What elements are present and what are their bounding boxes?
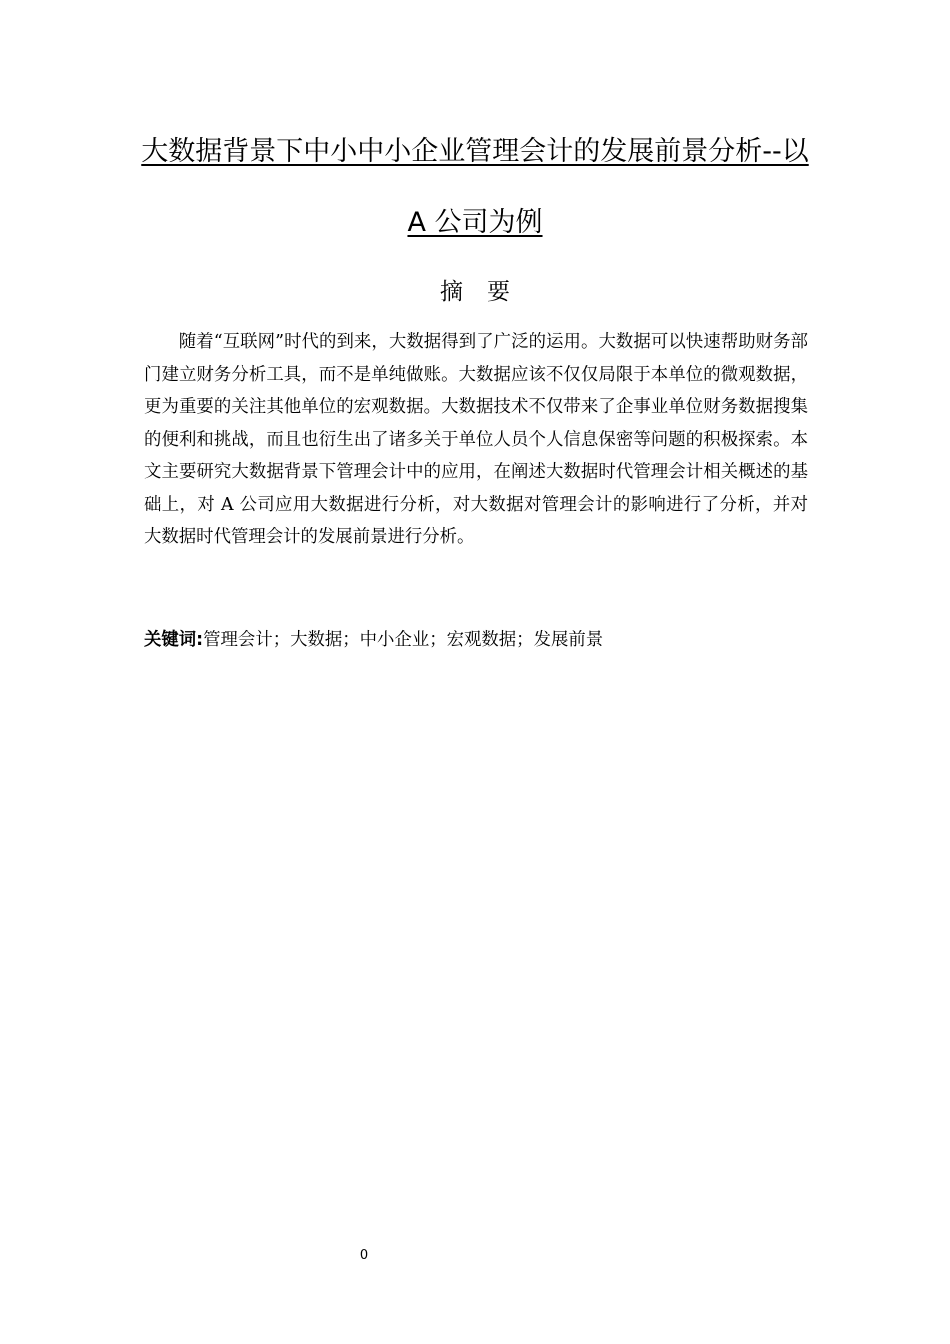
document-title-line-2: A 公司为例 bbox=[407, 207, 543, 238]
page-number: 0 bbox=[359, 1248, 369, 1263]
abstract-body: 随着“互联网”时代的到来，大数据得到了广泛的运用。大数据可以快速帮助财务部门建立财务分析工具，而不是单纯做账。大数据应该不仅仅局限于本单位的微观数据，更为重要的关注其他单位的宏观数据。大数据技术不仅带来了企事业单位财务数据搜集的便利和挑战，而且也衍生出了诸多关于单位人员个人信息保密等问题的积极探索。本文主要研究大数据背景下管理会计中的应用，在阐述大数据时代管理会计相关概述的基础上，对 A 公司应用大数据进行分析，对大数据对管理会计的影响进行了分析，并对大数据时代管理会计的发展前景进行分析。 bbox=[144, 332, 808, 547]
keywords-text: 管理会计；大数据；中小企业；宏观数据；发展前景 bbox=[203, 630, 604, 650]
document-title-line-1: 大数据背景下中小中小企业管理会计的发展前景分析--以 bbox=[141, 136, 809, 167]
keywords-label: 关键词: bbox=[144, 630, 204, 650]
keywords-line bbox=[144, 624, 808, 656]
abstract-heading: 摘要 bbox=[440, 279, 534, 305]
